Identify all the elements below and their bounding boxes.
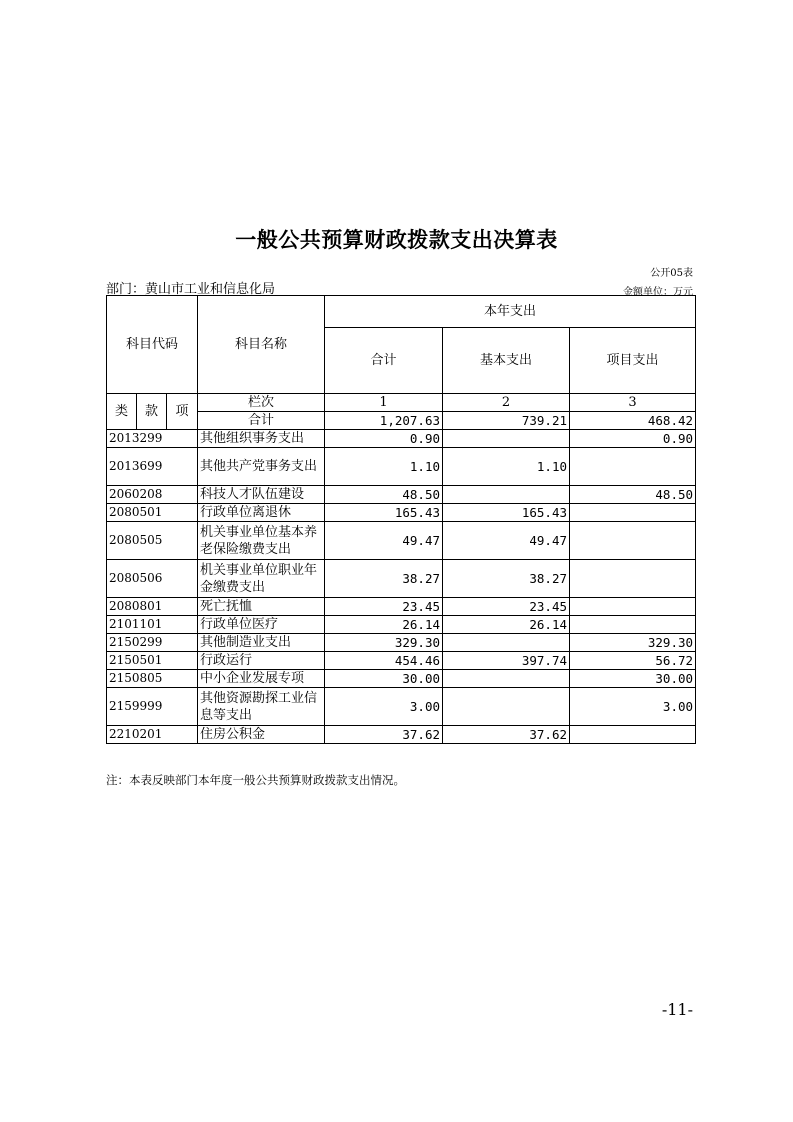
row-name: 其他共产党事务支出 (198, 448, 325, 486)
row-total: 26.14 (325, 616, 443, 634)
row-project (570, 598, 696, 616)
row-project (570, 560, 696, 598)
sum-basic: 739.21 (443, 412, 570, 430)
row-project: 30.00 (570, 670, 696, 688)
row-code: 2013299 (107, 430, 198, 448)
row-code: 2210201 (107, 726, 198, 744)
header-xiang: 项 (167, 394, 198, 430)
row-code: 2159999 (107, 688, 198, 726)
page-title: 一般公共预算财政拨款支出决算表 (235, 228, 558, 252)
row-basic: 397.74 (443, 652, 570, 670)
row-project: 56.72 (570, 652, 696, 670)
table-row (107, 504, 696, 522)
row-project: 48.50 (570, 486, 696, 504)
table-row (107, 688, 696, 726)
table-row (107, 726, 696, 744)
table-row (107, 448, 696, 486)
table-row (107, 560, 696, 598)
row-basic (443, 430, 570, 448)
row-total: 37.62 (325, 726, 443, 744)
table-row (107, 670, 696, 688)
column-index-1: 1 (325, 394, 443, 412)
row-basic: 26.14 (443, 616, 570, 634)
row-basic: 1.10 (443, 448, 570, 486)
page-number: -11- (661, 1000, 693, 1019)
column-index-3: 3 (570, 394, 696, 412)
table-row (107, 522, 696, 560)
row-basic (443, 634, 570, 652)
row-code: 2080801 (107, 598, 198, 616)
header-basic: 基本支出 (443, 328, 570, 394)
row-project (570, 522, 696, 560)
row-total: 3.00 (325, 688, 443, 726)
row-code: 2060208 (107, 486, 198, 504)
row-code: 2013699 (107, 448, 198, 486)
row-code: 2150501 (107, 652, 198, 670)
header-project: 项目支出 (570, 328, 696, 394)
row-code: 2080506 (107, 560, 198, 598)
row-code: 2080505 (107, 522, 198, 560)
row-total: 48.50 (325, 486, 443, 504)
row-total: 49.47 (325, 522, 443, 560)
row-project (570, 504, 696, 522)
row-name: 行政运行 (198, 652, 325, 670)
header-this-year: 本年支出 (325, 296, 696, 328)
row-basic: 49.47 (443, 522, 570, 560)
row-name: 中小企业发展专项 (198, 670, 325, 688)
row-total: 0.90 (325, 430, 443, 448)
department-label: 部门：黄山市工业和信息化局 (106, 282, 276, 297)
row-code: 2101101 (107, 616, 198, 634)
unit-label: 金额单位：万元 (623, 287, 693, 298)
column-index-2: 2 (443, 394, 570, 412)
row-basic (443, 688, 570, 726)
row-total: 165.43 (325, 504, 443, 522)
row-basic: 38.27 (443, 560, 570, 598)
row-project: 0.90 (570, 430, 696, 448)
table-row (107, 486, 696, 504)
row-name: 机关事业单位职业年金缴费支出 (198, 560, 325, 598)
row-total: 1.10 (325, 448, 443, 486)
row-code: 2150805 (107, 670, 198, 688)
sum-project: 468.42 (570, 412, 696, 430)
row-basic: 37.62 (443, 726, 570, 744)
header-kuan: 款 (137, 394, 167, 430)
header-name: 科目名称 (198, 296, 325, 394)
row-name: 科技人才队伍建设 (198, 486, 325, 504)
sum-total: 1,207.63 (325, 412, 443, 430)
row-project (570, 448, 696, 486)
footnote: 注：本表反映部门本年度一般公共预算财政拨款支出情况。 (106, 773, 405, 787)
table-row (107, 652, 696, 670)
row-name: 其他制造业支出 (198, 634, 325, 652)
row-name: 死亡抚恤 (198, 598, 325, 616)
row-project (570, 726, 696, 744)
row-total: 38.27 (325, 560, 443, 598)
table-row (107, 430, 696, 448)
row-total: 30.00 (325, 670, 443, 688)
column-index-label: 栏次 (198, 394, 325, 412)
row-name: 机关事业单位基本养老保险缴费支出 (198, 522, 325, 560)
row-basic: 165.43 (443, 504, 570, 522)
row-basic: 23.45 (443, 598, 570, 616)
row-name: 行政单位离退休 (198, 504, 325, 522)
sum-label: 合计 (198, 412, 325, 430)
row-project (570, 616, 696, 634)
row-basic (443, 670, 570, 688)
row-name: 其他资源勘探工业信息等支出 (198, 688, 325, 726)
header-code: 科目代码 (107, 296, 198, 394)
row-total: 23.45 (325, 598, 443, 616)
row-name: 住房公积金 (198, 726, 325, 744)
row-project: 329.30 (570, 634, 696, 652)
row-total: 329.30 (325, 634, 443, 652)
table-row (107, 598, 696, 616)
row-name: 行政单位医疗 (198, 616, 325, 634)
table-row (107, 634, 696, 652)
expenditure-table (106, 295, 696, 744)
header-total: 合计 (325, 328, 443, 394)
header-lei: 类 (107, 394, 137, 430)
row-basic (443, 486, 570, 504)
row-name: 其他组织事务支出 (198, 430, 325, 448)
form-code: 公开05表 (650, 268, 693, 279)
row-total: 454.46 (325, 652, 443, 670)
table-row (107, 616, 696, 634)
row-code: 2080501 (107, 504, 198, 522)
row-project: 3.00 (570, 688, 696, 726)
row-code: 2150299 (107, 634, 198, 652)
